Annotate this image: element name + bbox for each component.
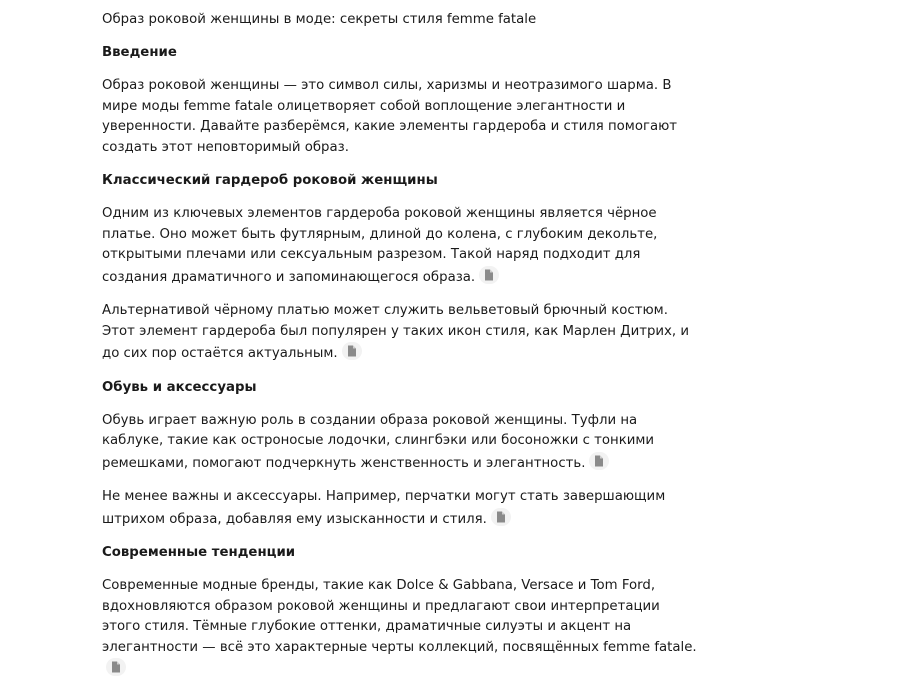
- document-icon: [496, 511, 506, 523]
- paragraph: [102, 301, 702, 365]
- document-icon: [347, 345, 357, 357]
- source-button[interactable]: [491, 508, 511, 526]
- document-icon: [111, 661, 121, 673]
- paragraph-text: Не менее важны и аксессуары. Например, перчатки могут стать завершающим штрихом образа, добавляя ему изысканности и стиля.: [102, 489, 666, 527]
- section-heading: Современные тенденции: [102, 545, 296, 560]
- paragraph: [102, 76, 702, 158]
- paragraph-text: Альтернативой чёрному платью может служить вельветовый брючный костюм. Этот элемент гардероба был популярен у таких икон стиля, как Марлен Дитрих, и до сих пор остаётся актуальным.: [102, 303, 690, 361]
- article-title: Образ роковой женщины в моде: секреты стиля femme fatale: [102, 12, 537, 27]
- article: [102, 10, 702, 694]
- paragraph-text: Образ роковой женщины — это символ силы, харизмы и неотразимого шарма. В мире моды femme fatale олицетворяет собой воплощение элегантности и уверенности. Давайте разберёмся, какие элементы гардероба и стиля помогают создать этот неповторимый образ.: [102, 78, 678, 155]
- paragraph: [102, 204, 702, 288]
- document-icon: [594, 455, 604, 467]
- source-button[interactable]: [479, 266, 499, 284]
- paragraph: [102, 487, 702, 530]
- section-heading: Обувь и аксессуары: [102, 379, 257, 395]
- source-button[interactable]: [589, 452, 609, 470]
- section-heading: Классический гардероб роковой женщины: [102, 173, 438, 188]
- section-heading: Введение: [102, 45, 177, 60]
- paragraph: [102, 576, 702, 681]
- paragraph-text: Обувь играет важную роль в создании образа роковой женщины. Туфли на каблуке, такие как остроносые лодочки, слингбэки или босоножки с тонкими ремешками, помогают подчеркнуть женственность и элегантность.: [102, 412, 655, 471]
- source-button[interactable]: [106, 658, 126, 676]
- document-icon: [484, 269, 494, 281]
- paragraph-text: Современные модные бренды, такие как Dolce & Gabbana, Versace и Tom Ford, вдохновляются образом роковой женщины и предлагают свои интерпретации этого стиля. Тёмные глубокие оттенки, драматичные силуэты и акцент на элегантности — всё это характерные черты коллекций, посвящённых femme fatale.: [102, 578, 697, 655]
- paragraph-text: Одним из ключевых элементов гардероба роковой женщины является чёрное платье. Оно может быть футлярным, длиной до колена, с глубоким декольте, открытыми плечами или сексуальным разрезом. Такой наряд подходит для создания драматичного и запоминающегося образа.: [102, 206, 658, 285]
- source-button[interactable]: [342, 342, 362, 360]
- paragraph: [102, 411, 702, 475]
